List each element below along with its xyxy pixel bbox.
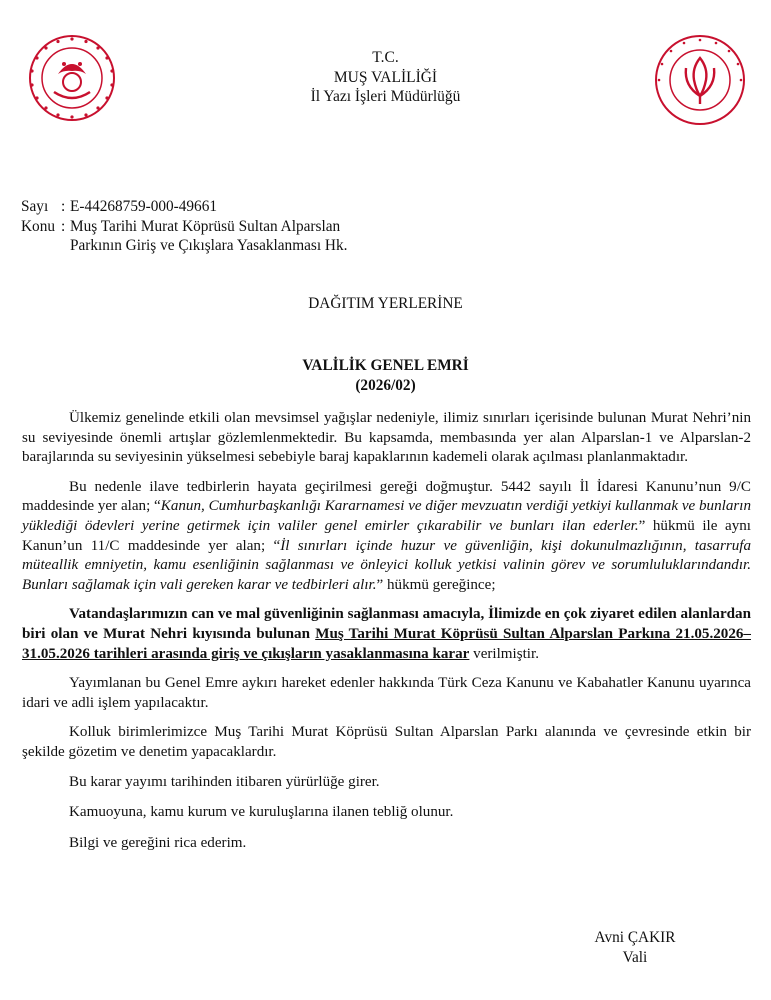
signatory-name: Avni ÇAKIR (594, 929, 676, 946)
distribution-heading: DAĞITIM YERLERİNE (308, 295, 463, 312)
paragraph-3-decision (22, 605, 751, 664)
sayi-label: Sayı (21, 198, 49, 215)
konu-row (21, 217, 347, 237)
paragraph-2-text-a: Bu nedenle ilave tedbirlerin hayata geçirilmesi gereği doğmuştur. 5442 sayılı İl İdaresi Kanunu’nun 9/C maddesinde yer alan; “ (22, 478, 751, 515)
sayi-row (21, 197, 347, 217)
paragraph-3-text-c: verilmiştir. (469, 645, 539, 662)
order-title-block (0, 356, 771, 395)
signatory-title: Vali (622, 948, 648, 966)
sayi-value: E-44268759-000-49661 (70, 198, 218, 215)
document-meta (21, 197, 347, 256)
header-governorship: MUŞ VALİLİĞİ (333, 68, 438, 86)
paragraph-1: Ülkemiz genelinde etkili olan mevsimsel yağışlar nedeniyle, ilimiz sınırları içerisinde bulunan Murat Nehri’nin su seviyesinde önemli artışlar gözlemlenmektedir. Bu kapsamda, membasında yer alan Alparslan-1 ve Alparslan-2 barajlarında su seviyesinin yükselmesi sebebiyle baraj kapaklarının kademeli olarak açılması planlanmaktadır. (22, 410, 751, 466)
paragraph-2-text-c: ” hükmü ile aynı Kanun’un 11/C maddesinde yer alan; “ (22, 517, 751, 554)
paragraph-2-text-e: ” hükmü gereğince; (376, 576, 496, 593)
konu-value-line1: Muş Tarihi Murat Köprüsü Sultan Alparslan (70, 217, 341, 235)
signature-block (560, 928, 710, 967)
paragraph-3-text-a: Vatandaşlarımızın can ve mal güvenliğinin sağlanması amacıyla, İlimizde en çok ziyaret edilen alanlardan biri olan ve Murat Nehri kıyısında bulunan (22, 606, 751, 642)
paragraph-2 (22, 478, 751, 596)
letterhead (0, 48, 771, 107)
konu-label: Konu (21, 217, 55, 235)
paragraph-2-quote-1: Kanun, Cumhurbaşkanlığı Kararnamesi ve diğer mevzuatın verdiği yetkiyi kullanmak ve bunların yüklediği ödevleri yerine getirmek için valiler genel emirler çıkarabilir ve bunları ilan ederler. (22, 498, 751, 534)
konu-row-2 (21, 236, 347, 256)
sayi-colon: : (61, 198, 66, 215)
paragraph-6: Bu karar yayımı tarihinden itibaren yürürlüğe girer. (69, 773, 380, 790)
paragraph-3-underlined-decision: Muş Tarihi Murat Köprüsü Sultan Alparslan Parkına 21.05.2026–31.05.2026 tarihleri arasında giriş ve çıkışların yasaklanmasına karar (22, 625, 751, 662)
konu-colon: : (61, 217, 66, 235)
order-title: VALİLİK GENEL EMRİ (302, 357, 469, 374)
paragraph-4: Yayımlanan bu Genel Emre aykırı hareket edenler hakkında Türk Ceza Kanunu ve Kabahatler Kanunu uyarınca idari ve adli işlem yapılacaktır. (22, 675, 751, 711)
paragraph-7: Kamuoyuna, kamu kurum ve kuruluşlarına ilanen tebliğ olunur. (69, 804, 454, 821)
order-number: (2026/02) (355, 376, 416, 394)
letter-body (22, 409, 751, 864)
paragraph-2-quote-2: İl sınırları içinde huzur ve güvenliğin, kişi dokunulmazlığının, tasarrufa müteallik emniyetin, kamu esenliğinin sağlanması ve önleyici kolluk yetkisi valinin görev ve sorumluluklarındandır. Bunları sağlamak için vali gereken karar ve tedbirleri alır. (22, 537, 751, 593)
header-directorate: İl Yazı İşleri Müdürlüğü (310, 88, 461, 105)
konu-value-line2: Parkının Giriş ve Çıkışlara Yasaklanması Hk. (70, 237, 348, 254)
paragraph-8: Bilgi ve gereğini rica ederim. (69, 834, 247, 851)
paragraph-5: Kolluk birimlerimizce Muş Tarihi Murat Köprüsü Sultan Alparslan Parkı alanında ve çevresinde etkin bir şekilde gözetim ve denetim yapacaklardır. (22, 724, 751, 760)
header-tc: T.C. (372, 49, 399, 66)
